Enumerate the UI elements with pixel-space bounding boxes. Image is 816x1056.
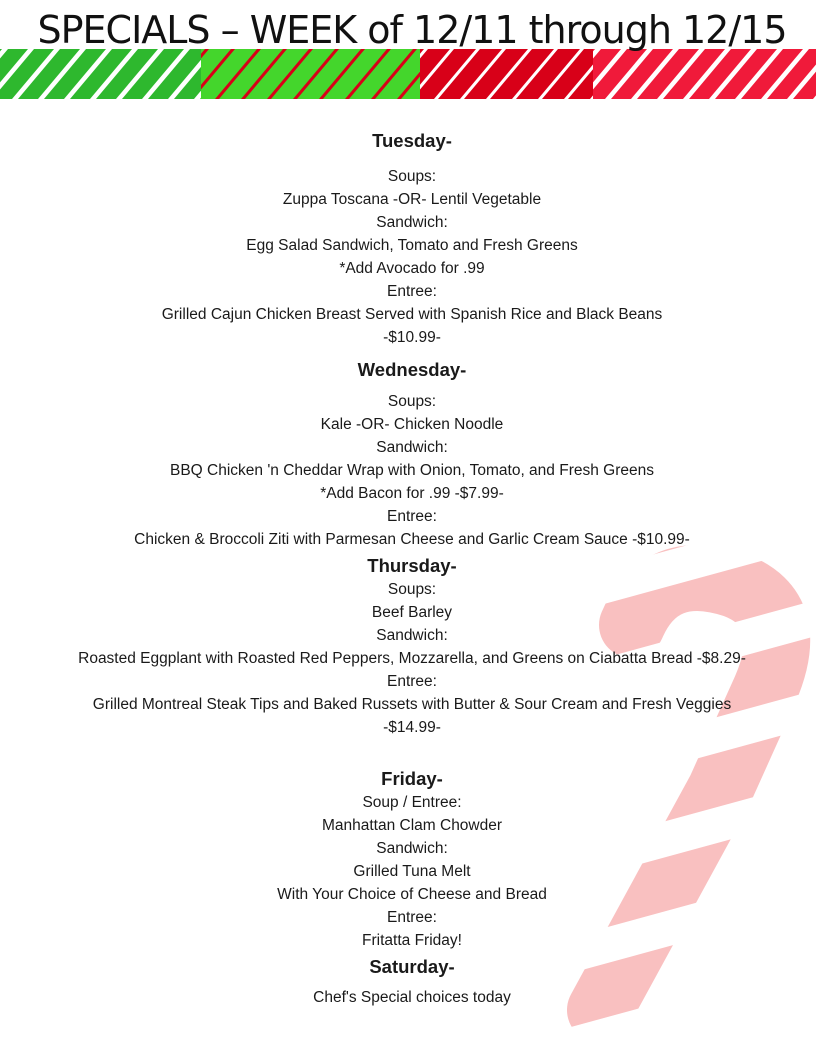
- menu-line: Sandwich:: [376, 439, 448, 456]
- day-heading: Tuesday-: [372, 130, 452, 151]
- menu-line: Fritatta Friday!: [362, 932, 462, 949]
- menu-line: Sandwich:: [376, 840, 448, 857]
- menu-line: Entree:: [387, 283, 437, 300]
- menu-line: Sandwich:: [376, 214, 448, 231]
- menu-line: Grilled Cajun Chicken Breast Served with Spanish Rice and Black Beans: [161, 306, 663, 323]
- menu-line: Soups:: [387, 581, 437, 598]
- menu-line: Grilled Montreal Steak Tips and Baked Russets with Butter & Sour Cream and Fresh Veggies: [92, 696, 732, 713]
- day-heading: Wednesday-: [357, 359, 467, 380]
- menu-line: Soups:: [387, 393, 437, 410]
- menu-line: Kale -OR- Chicken Noodle: [320, 416, 504, 433]
- day-heading: Thursday-: [367, 555, 457, 576]
- menu-line: Entree:: [387, 909, 437, 926]
- menu-line: Egg Salad Sandwich, Tomato and Fresh Greens: [246, 237, 578, 254]
- menu-line: Zuppa Toscana -OR- Lentil Vegetable: [282, 191, 542, 208]
- menu-line: Sandwich:: [376, 627, 448, 644]
- menu-line: Grilled Tuna Melt: [353, 863, 471, 880]
- menu-line: Soup / Entree:: [362, 794, 462, 811]
- menu-line: -$10.99-: [383, 329, 441, 346]
- menu-line: BBQ Chicken 'n Cheddar Wrap with Onion, Tomato, and Fresh Greens: [170, 462, 654, 479]
- menu-line: Entree:: [387, 673, 437, 690]
- candy-stripe-banner: [0, 49, 816, 99]
- menu-line: Chicken & Broccoli Ziti with Parmesan Cheese and Garlic Cream Sauce -$10.99-: [134, 531, 690, 548]
- menu-line: Beef Barley: [371, 604, 453, 621]
- menu-line: Entree:: [387, 508, 437, 525]
- menu-line: Chef's Special choices today: [313, 989, 511, 1006]
- menu-line: With Your Choice of Cheese and Bread: [277, 886, 547, 903]
- menu-line: *Add Avocado for .99: [339, 260, 485, 277]
- day-heading: Saturday-: [369, 956, 455, 977]
- menu-line: Roasted Eggplant with Roasted Red Peppers, Mozzarella, and Greens on Ciabatta Bread -$8.29-: [78, 650, 746, 667]
- page-title: SPECIALS – WEEK of 12/11 through 12/15: [37, 8, 787, 52]
- menu-line: Soups:: [387, 168, 437, 185]
- day-heading: Friday-: [381, 768, 443, 789]
- menu-line: *Add Bacon for .99 -$7.99-: [320, 485, 504, 502]
- menu-line: -$14.99-: [383, 719, 441, 736]
- menu-line: Manhattan Clam Chowder: [321, 817, 503, 834]
